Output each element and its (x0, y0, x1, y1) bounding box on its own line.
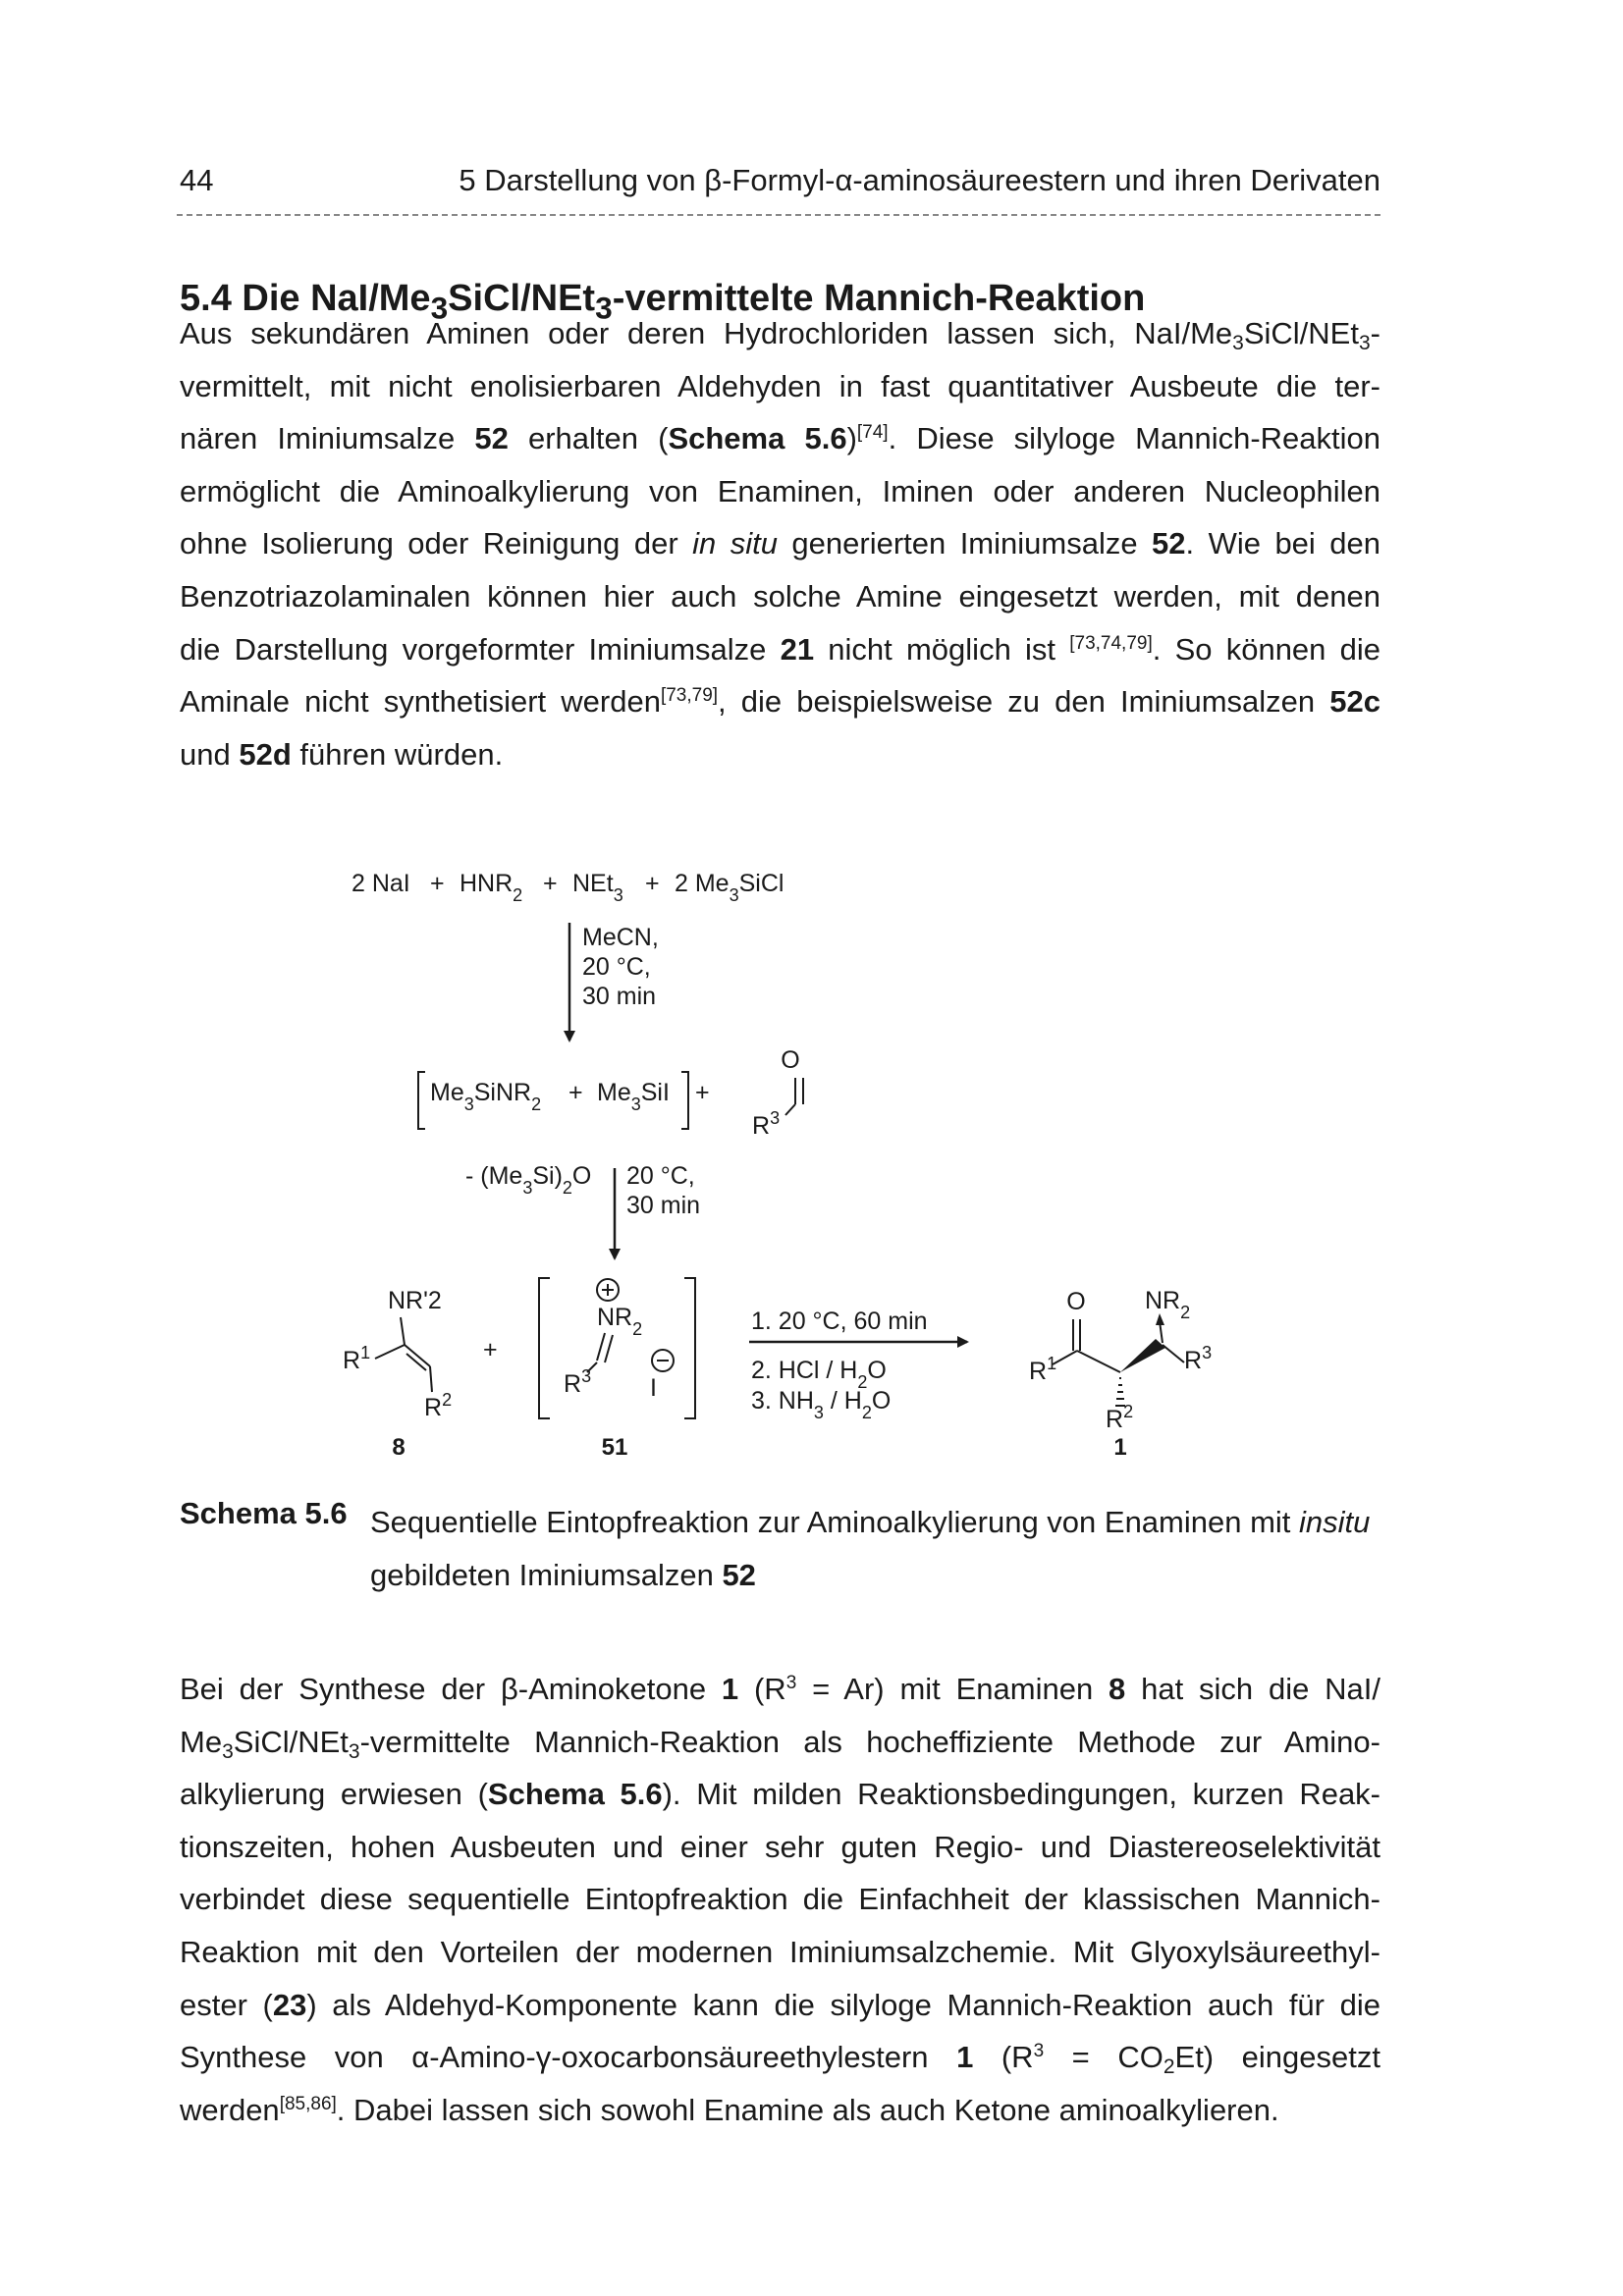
paragraph-discussion: Bei der Synthese der β-Aminoketone 1 $(R^3 = Ar)$ mit Enaminen 8 hat sich die NaI/ $Me_3SiCl/NEt_3$-vermittelte Mannich-Reaktion als hocheffiziente Methode zur Amino- alkylierung erwiesen (Schema 5.6). Mit milden Reaktionsbedingungen, kurzen Reak- tionszeiten, hohen Ausbeuten und einer sehr guten Regio- und Diastereoselektivität verbindet diese sequentielle Eintopfreaktion die Einfachheit der klassischen Mannich- Reaktion mit den Vorteilen der modernen Iminiumsalzchemie. Mit Glyoxylsäureethyl- ester (23) als Aldehyd-Komponente kann die silyloge Mannich-Reaktion auch für die Synthese von α-Amino-γ-oxocarbonsäureethylestern 1 $(R^3 = CO_2Et)$ eingesetzt werden[85,86]. Dabei lassen sich sowohl Enamine als auch Ketone aminoalkylieren. (180, 1672, 1381, 2127)
product-structure (1029, 1287, 1212, 1461)
svg-text:MeCN,: MeCN, (582, 924, 659, 951)
plus-sign: + (645, 870, 660, 897)
page-number: 44 (180, 163, 214, 197)
scheme-caption-text: Sequentielle Eintopfreaktion zur Aminoalkylierung von Enaminen mit insitu gebildeten Iminiumsalzen 52 (370, 1505, 1371, 1592)
reactant-tmscl: 2 $Me_3SiCl$ (675, 870, 784, 905)
svg-text:1. 20 °C, 60 min: 1. 20 °C, 60 min (751, 1308, 928, 1335)
enamine-structure (343, 1287, 452, 1461)
running-header: 5 Darstellung von β-Formyl-α-aminosäureestern und ihren Derivaten (459, 163, 1380, 197)
svg-text:Me3SiNR2: $Me_3SiNR_2$ (430, 1079, 542, 1114)
bracket-right (684, 1278, 695, 1418)
svg-text:2. HCl / H2O: 2. HCl / $H_2O$ (751, 1357, 887, 1392)
svg-text:O: O (1066, 1288, 1086, 1315)
svg-text:R1: $R^1$ (343, 1343, 371, 1374)
svg-text:30 min: 30 min (582, 983, 657, 1010)
svg-text:R2: $R^2$ (1106, 1402, 1134, 1433)
svg-text:20 °C,: 20 °C, (626, 1162, 695, 1190)
svg-text:3. NH3 / H2O: 3. $NH_3 / H_2O$ (751, 1387, 892, 1422)
reaction-scheme (0, 844, 1623, 1472)
reactant-triethylamine: NEt$_3$ (572, 870, 623, 905)
header-divider (177, 214, 1380, 216)
compound-label-51: 51 (601, 1434, 628, 1461)
svg-text:+: + (695, 1079, 710, 1106)
reactants-line (352, 870, 784, 905)
scheme-caption-label: Schema 5.6 (180, 1496, 348, 1530)
bracket-left (418, 1072, 425, 1129)
svg-text:I: I (650, 1374, 657, 1402)
bracket-left (539, 1278, 550, 1418)
plus-sign: + (483, 1336, 498, 1363)
svg-text:R3: $R^3$ (564, 1366, 592, 1398)
compound-label-1: 1 (1113, 1434, 1127, 1461)
section-title: 5.4 Die NaI/$Me_3SiCl/NEt_3$-vermittelte Mannich-Reaktion (180, 278, 1146, 326)
reactant-amine: $HNR_2$ (460, 870, 523, 905)
svg-text:R1: $R^1$ (1029, 1354, 1057, 1385)
svg-text:NR2: $NR_2$ (1145, 1287, 1191, 1322)
svg-text:R3: $R^3$ (1184, 1343, 1213, 1374)
svg-text:+: + (568, 1079, 583, 1106)
svg-text:NR'2: NR'2 (388, 1287, 442, 1314)
svg-text:30 min: 30 min (626, 1192, 701, 1219)
svg-text:Me3SiI: $Me_3SiI$ (597, 1079, 670, 1114)
svg-text:NR2: $NR_2$ (597, 1304, 643, 1339)
step2-conditions (626, 1162, 700, 1219)
svg-text:R2: $R^2$ (424, 1390, 453, 1421)
paragraph-intro: Aus sekundären Aminen oder deren Hydrochloriden lassen sich, NaI/$Me_3SiCl/NEt_3-$ vermittelt, mit nicht enolisierbaren Aldehyden in fast quantitativer Ausbeute die ter- nären Iminiumsalze 52 erhalten (Schema 5.6)[74]. Diese silyloge Mannich-Reaktion ermöglicht die Aminoalkylierung von Enaminen, Iminen oder anderen Nucleophilen ohne Isolierung oder Reinigung der in situ generierten Iminiumsalze 52. Wie bei den Benzotriazolaminalen können hier auch solche Amine eingesetzt werden, mit denen die Darstellung vorgeformter Iminiumsalze 21 nicht möglich ist [73,74,79]. So können die Aminale nicht synthetisiert werden[73,79], die beispielsweise zu den Iminiumsalzen 52c und 52d führen würden. (180, 316, 1381, 772)
plus-sign: + (430, 870, 445, 897)
plus-sign: + (543, 870, 558, 897)
reactant-nai: 2 NaI (352, 870, 410, 897)
svg-text:20 °C,: 20 °C, (582, 953, 651, 981)
bracket-right (681, 1072, 688, 1129)
step3-conditions (751, 1308, 928, 1422)
aldehyde-structure (752, 1046, 803, 1140)
step1-conditions (582, 924, 659, 1010)
iminium-structure (564, 1279, 674, 1461)
byproduct: - $(Me_3Si)_2O$ (465, 1162, 592, 1198)
intermediate (430, 1079, 710, 1114)
compound-label-8: 8 (392, 1434, 406, 1461)
svg-text:R3: $R^3$ (752, 1108, 781, 1140)
svg-text:O: O (781, 1046, 800, 1074)
